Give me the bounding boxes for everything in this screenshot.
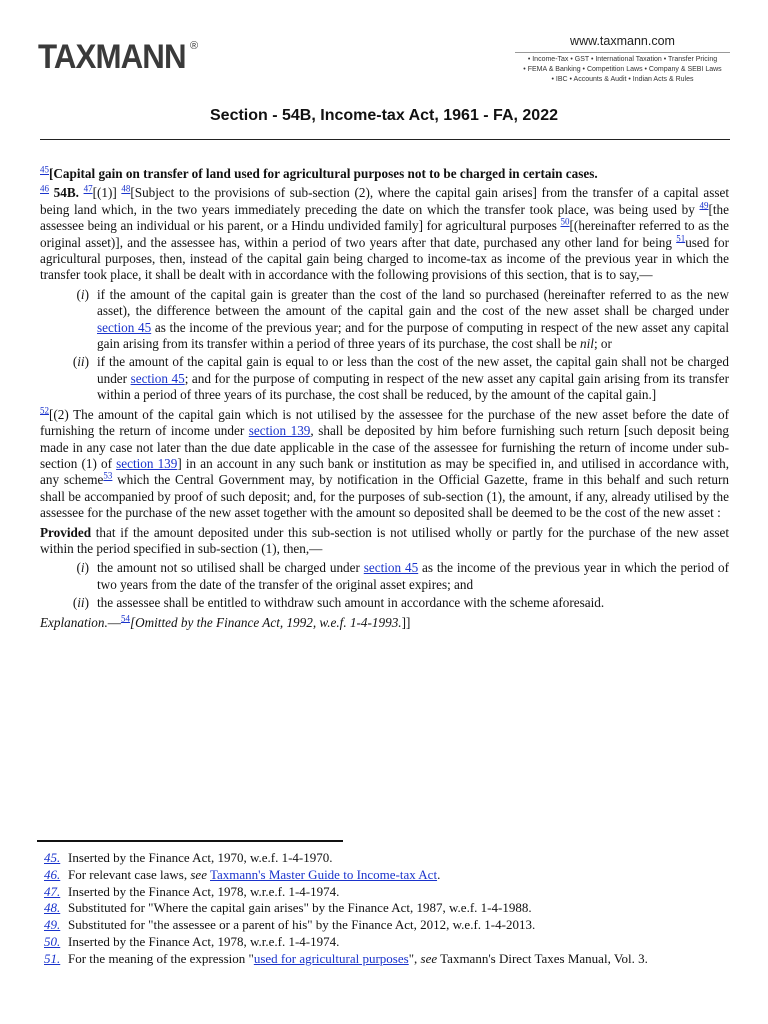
section-139-link[interactable]: section 139	[116, 455, 178, 471]
footnote-divider	[37, 840, 343, 842]
footnote-ref-51[interactable]: 51	[676, 233, 686, 244]
clause-text: if the amount of the capital gain is greater than the cost of the land so purchased (hereinafter referred to as the new asset), the difference between the amount of the capital gain and the cost of the new asset shall be charged under section 45 as the income of the previous year; and for the purpose of computing in respect of the new asset any capital gain arising from its transfer within a period of three years of its purchase, the cost shall be nil; or	[97, 286, 729, 352]
section-45-link[interactable]: section 45	[130, 370, 185, 386]
tags-line-1: • Income-Tax • GST • International Taxation • Transfer Pricing	[527, 56, 718, 63]
footnote-49: 49. Substituted for "the assessee or a parent of his" by the Finance Act, 2012, w.e.f. 1-4-2013.	[44, 917, 536, 933]
page-title: Section - 54B, Income-tax Act, 1961 - FA, 2022	[210, 107, 558, 124]
sub-section-1	[40, 185, 729, 283]
footnote-ref-49[interactable]: 49	[699, 200, 709, 211]
footnote-ref-54[interactable]: 54	[120, 613, 130, 624]
clause-text: the amount not so utilised shall be charged under section 45 as the income of the previous year in which the period of two years from the date of the transfer of the original asset expires; and	[97, 560, 729, 592]
clause-number: (i)	[76, 286, 89, 302]
service-tags	[505, 55, 740, 85]
section-45-link[interactable]: section 45	[97, 319, 152, 335]
text-run: [(hereinafter referred to as the original asset)], and the assessee has, within a period of two years after that date, purchased any other land for being	[40, 218, 729, 250]
registered-mark: ®	[190, 40, 199, 52]
proviso: Provided that if the amount deposited under this sub-section is not utilised wholly or partly for the purchase of the new asset within the period specified in sub-section (1), then,—	[40, 524, 729, 556]
footnote-number[interactable]: 45.	[44, 850, 61, 865]
footnote-number[interactable]: 47.	[44, 883, 61, 899]
footnote-ref-50[interactable]: 50	[560, 216, 570, 227]
clause-i	[40, 287, 729, 353]
section-heading	[40, 166, 729, 182]
explanation: Explanation.—$^{54}$[Omitted by the Finance Act, 1992, w.e.f. 1-4-1993.]]	[40, 613, 411, 630]
footnote-number[interactable]: 48.	[44, 900, 61, 916]
clause-text: if the amount of the capital gain is equal to or less than the cost of the new asset, the capital gain shall not be charged under section 45; and for the purpose of computing in respect of the new asset any capital gain arising from its transfer within a period of three years of its purchase, the cost shall be reduced, by the amount of the capital gain.]	[97, 354, 730, 403]
tags-line-3: • IBC • Accounts & Audit • Indian Acts & Rules	[551, 76, 694, 83]
title-divider	[40, 139, 730, 140]
footnote-51: 51. For the meaning of the expression "used for agricultural purposes", see Taxmann's Direct Taxes Manual, Vol. 3.	[44, 950, 648, 966]
proviso-clause-ii	[40, 595, 729, 611]
section-139-link[interactable]: section 139	[248, 423, 311, 439]
proviso-clause-i	[40, 560, 729, 593]
footnote-ref-47[interactable]: 47	[83, 184, 93, 195]
footnote-ref-52[interactable]: 52	[40, 405, 49, 416]
agricultural-purposes-link[interactable]: used for agricultural purposes	[253, 950, 409, 966]
section-body	[40, 166, 729, 634]
footnote-46: 46. For relevant case laws, see Taxmann's Master Guide to Income-tax Act.	[44, 866, 441, 882]
footnotes	[44, 850, 724, 968]
text-run: [Subject to the provisions of sub-section (2), where the capital gain arises] from the transfer of a capital asset being land which, in the two years immediately preceding the date on which the transfer took place, was being used by	[40, 185, 729, 217]
footnote-ref-48[interactable]: 48	[121, 184, 131, 195]
text-run: [the assessee being an individual or his parent, or a Hindu undivided family] for agricultural purposes	[40, 201, 729, 234]
text-run: used for agricultural purposes, then, instead of the capital gain being charged to income-tax as income of the previous year in which the transfer took place, it shall be dealt with in accordance with the following provisions of this section, that is to say,—	[40, 234, 729, 283]
footnote-45: 45. Inserted by the Finance Act, 1970, w.e.f. 1-4-1970.	[44, 850, 333, 865]
footnote-number[interactable]: 51.	[44, 950, 61, 966]
proviso-label: Provided	[40, 524, 92, 540]
clause-number: (ii)	[72, 354, 89, 370]
footnote-number[interactable]: 49.	[44, 917, 61, 933]
footnote-48: 48. Substituted for "Where the capital gain arises" by the Finance Act, 1987, w.e.f. 1-4-1988.	[44, 900, 532, 916]
website-url[interactable]: www.taxmann.com	[570, 34, 675, 48]
taxmann-logo: TAXMANN	[38, 38, 186, 76]
footnote-number[interactable]: 50.	[44, 933, 61, 949]
master-guide-link[interactable]: Taxmann's Master Guide to Income-tax Act	[210, 866, 438, 882]
section-45-link[interactable]: section 45	[363, 560, 419, 576]
clause-list-1	[40, 287, 729, 404]
section-label: 54B.	[49, 185, 79, 201]
footnote-ref-53[interactable]: 53	[103, 470, 113, 481]
clause-text: the assessee shall be entitled to withdraw such amount in accordance with the scheme aforesaid.	[97, 595, 605, 611]
footnote-number[interactable]: 46.	[44, 866, 61, 882]
page-header	[0, 0, 768, 95]
clause-number: (i)	[76, 560, 89, 576]
header-divider	[515, 52, 730, 53]
footnote-47: 47. Inserted by the Finance Act, 1978, w.r.e.f. 1-4-1974.	[44, 883, 340, 899]
heading-text: [Capital gain on transfer of land used for agricultural purposes not to be charged in certain cases.	[49, 166, 598, 181]
explanation-label: Explanation.	[40, 614, 108, 630]
footnote-50: 50. Inserted by the Finance Act, 1978, w.r.e.f. 1-4-1974.	[44, 933, 340, 949]
clause-ii	[40, 354, 729, 403]
clause-list-2	[40, 560, 729, 611]
footnote-ref-46[interactable]: 46	[40, 184, 49, 195]
clause-number: (ii)	[72, 595, 89, 611]
text-run: [(1)]	[92, 185, 122, 201]
sub-section-2: $^{52}$[(2) The amount of the capital gain which is not utilised by the assessee for the purchase of the new asset before the date of furnishing the return of income under section 139, shall be deposited by him before furnishing such return [such deposit being made in any case not later than the due date applicable in the case of the assessee for furnishing the return of income under sub-section (1) of section 139] in an account in any such bank or institution as may be specified in, and utilised in accordance with, any scheme$^{53}$ which the Central Government may, by notification in the Official Gazette, frame in this behalf and such return shall be accompanied by proof of such deposit; and, for the purposes of sub-section (1), the amount, if any, already utilised by the assessee for the purchase of the new asset together with the amount so deposited shall be deemed to be the cost of the new asset :	[40, 405, 730, 521]
footnote-ref-45[interactable]: 45	[40, 164, 49, 175]
tags-line-2: • FEMA & Banking • Competition Laws • Company & SEBI Laws	[523, 66, 722, 73]
